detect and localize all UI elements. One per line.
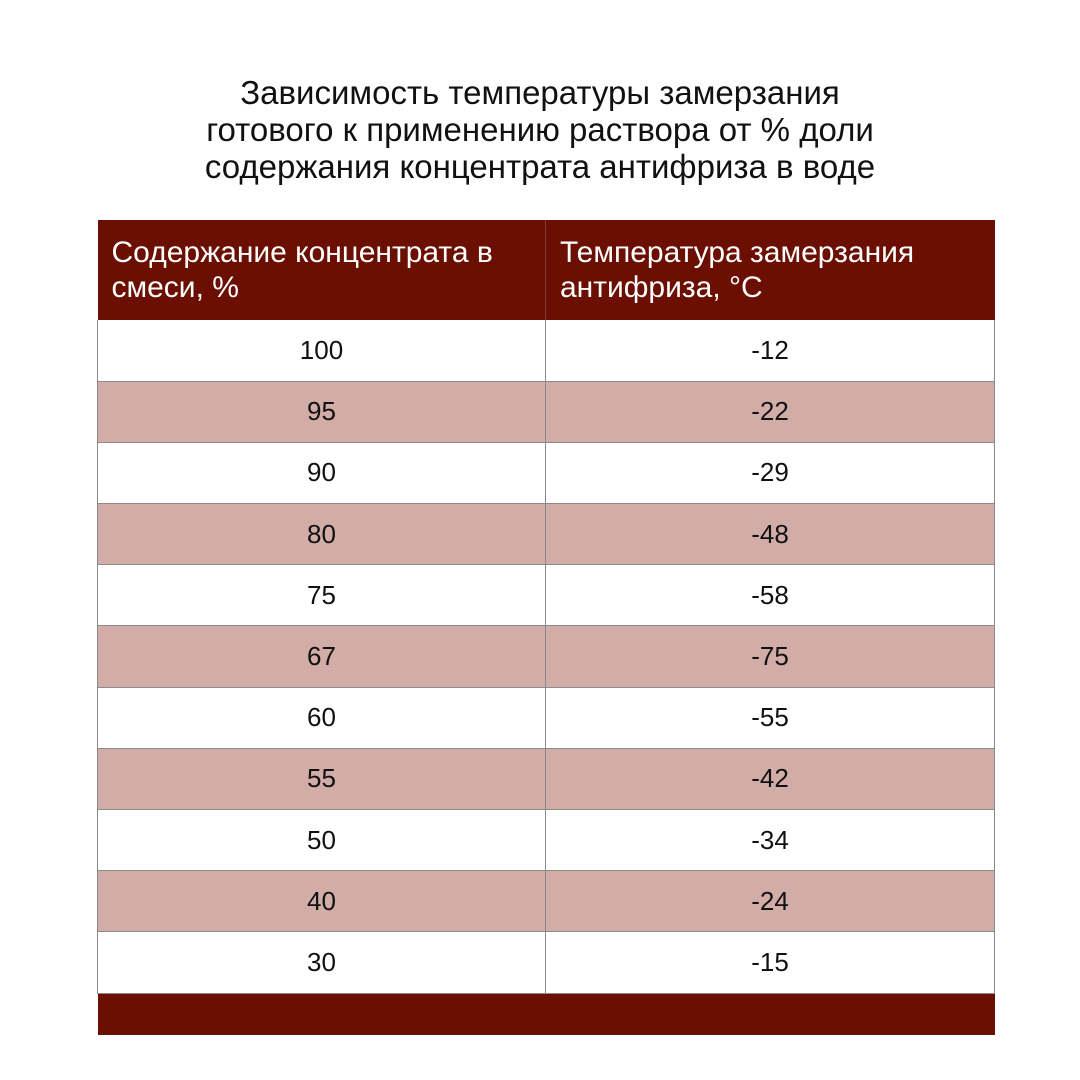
- cell-concentration: 50: [98, 810, 546, 871]
- table-row: [98, 810, 995, 871]
- table-header-row: [98, 220, 995, 320]
- cell-temperature: -12: [546, 320, 995, 381]
- cell-temperature: -75: [546, 626, 995, 687]
- table-row: [98, 871, 995, 932]
- table-row: [98, 381, 995, 442]
- page-title: [0, 74, 1080, 185]
- cell-concentration: 40: [98, 871, 546, 932]
- table-body: [98, 320, 995, 993]
- table-row: [98, 320, 995, 381]
- title-line-3: содержания концентрата антифриза в воде: [204, 148, 876, 185]
- cell-temperature: -58: [546, 565, 995, 626]
- table-row: [98, 748, 995, 809]
- cell-temperature: -34: [546, 810, 995, 871]
- table-row: [98, 442, 995, 503]
- cell-concentration: 90: [98, 442, 546, 503]
- cell-temperature: -24: [546, 871, 995, 932]
- table-row: [98, 687, 995, 748]
- table-row: [98, 626, 995, 687]
- cell-concentration: 95: [98, 381, 546, 442]
- cell-concentration: 75: [98, 565, 546, 626]
- cell-concentration: 80: [98, 504, 546, 565]
- freezing-point-table: [97, 220, 995, 1035]
- cell-temperature: -15: [546, 932, 995, 993]
- footer-bar: [98, 993, 995, 1035]
- table-footer: [98, 993, 995, 1035]
- cell-concentration: 55: [98, 748, 546, 809]
- cell-concentration: 67: [98, 626, 546, 687]
- title-line-1: Зависимость температуры замерзания: [240, 74, 840, 111]
- title-line-2: готового к применению раствора от % доли: [206, 111, 874, 148]
- cell-temperature: -29: [546, 442, 995, 503]
- table-row: [98, 504, 995, 565]
- table-footer-bar: [98, 993, 995, 1035]
- cell-temperature: -42: [546, 748, 995, 809]
- header-freezing-temperature: Температура замерзания антифриза, °C: [546, 220, 995, 320]
- cell-concentration: 30: [98, 932, 546, 993]
- cell-temperature: -22: [546, 381, 995, 442]
- table-row: [98, 932, 995, 993]
- cell-concentration: 60: [98, 687, 546, 748]
- header-concentration: Содержание концентрата в смеси, %: [98, 220, 546, 320]
- freezing-table-container: [97, 220, 994, 1035]
- cell-temperature: -55: [546, 687, 995, 748]
- table-row: [98, 565, 995, 626]
- table-header: [98, 220, 995, 320]
- cell-temperature: -48: [546, 504, 995, 565]
- cell-concentration: 100: [98, 320, 546, 381]
